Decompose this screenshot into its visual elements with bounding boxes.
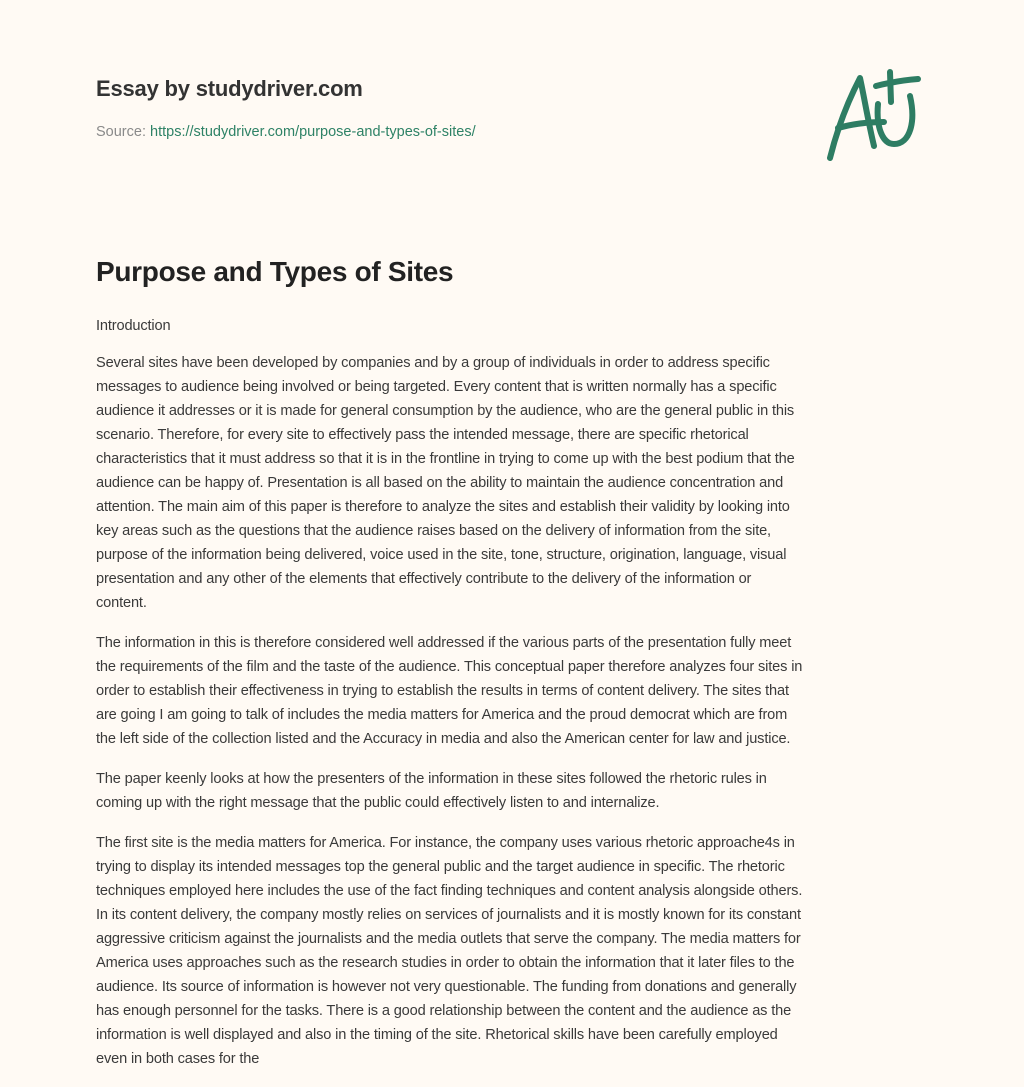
paragraph-line: information is well displayed and also in the timing of the site. Rhetorical skills have been carefully employed <box>96 1027 778 1043</box>
article-title: Purpose and Types of Sites <box>96 256 454 287</box>
paragraph-line: techniques employed here includes the use of the fact finding techniques and content analysis alongside others. <box>96 883 803 899</box>
paragraph <box>96 631 936 751</box>
source-link[interactable]: https://studydriver.com/purpose-and-types-of-sites/ <box>150 124 476 140</box>
paragraph-line: Several sites have been developed by companies and by a group of individuals in order to address specific <box>96 355 770 371</box>
paragraph-line: the left side of the collection listed and the Accuracy in media and also the American center for law and justice. <box>96 731 791 747</box>
paragraph-line: the requirements of the film and the taste of the audience. This conceptual paper therefore analyzes four sites in <box>96 659 803 675</box>
paragraph-line: coming up with the right message that the public could effectively listen to and internalize. <box>96 795 660 811</box>
paragraph-line: scenario. Therefore, for every site to effectively pass the intended message, there are specific rhetorical <box>96 427 749 443</box>
paragraph-line: The paper keenly looks at how the presenters of the information in these sites followed the rhetoric rules in <box>96 771 767 787</box>
a-plus-logo-icon <box>818 66 928 166</box>
paragraph-line: purpose of the information being delivered, voice used in the site, tone, structure, origination, language, visual <box>96 547 787 563</box>
paragraph-line: messages to audience being involved or being targeted. Every content that is written normally has a specific <box>96 379 777 395</box>
paragraph-line: key areas such as the questions that the audience raises based on the delivery of information from the site, <box>96 523 771 539</box>
paragraph-line: audience can be happy of. Presentation is all based on the ability to maintain the audience concentration and <box>96 475 784 491</box>
paragraph-line: even in both cases for the <box>96 1051 260 1067</box>
paragraph-line: characteristics that it must address so that it is in the frontline in trying to come up with the best podium that the <box>96 451 795 467</box>
paragraph-line: trying to display its intended messages top the general public and the target audience in specific. The rhetoric <box>96 859 785 875</box>
paragraph-line: presentation and any other of the elements that effectively contribute to the delivery of the information or <box>96 571 752 587</box>
intro-label: Introduction <box>96 318 171 334</box>
source-line <box>96 124 476 140</box>
paragraph-line: In its content delivery, the company mostly relies on services of journalists and it is mostly known for its constant <box>96 907 801 923</box>
paragraph <box>96 831 936 1071</box>
paragraph-line: audience. Its source of information is however not very questionable. The funding from donations and generally <box>96 979 797 995</box>
site-title: Essay by studydriver.com <box>96 76 363 101</box>
paragraph <box>96 351 936 615</box>
paragraph-line: are going I am going to talk of includes the media matters for America and the proud democrat which are from <box>96 707 788 723</box>
paragraph-line: The first site is the media matters for America. For instance, the company uses various rhetoric approache4s in <box>96 835 795 851</box>
source-label: Source: <box>96 124 146 140</box>
paragraph-line: The information in this is therefore considered well addressed if the various parts of the presentation fully meet <box>96 635 792 651</box>
paragraph-line: audience it addresses or it is made for general consumption by the audience, who are the general public in this <box>96 403 795 419</box>
paragraph-line: America uses approaches such as the research studies in order to obtain the information that it later files to the <box>96 955 795 971</box>
article-body <box>96 314 936 1087</box>
paragraph-line: content. <box>96 595 147 611</box>
paragraph-line: order to establish their effectiveness in trying to establish the results in terms of content delivery. The sites that <box>96 683 789 699</box>
paragraph-line: aggressive criticism against the journalists and the media outlets that serve the company. The media matters for <box>96 931 801 947</box>
paragraph-line: attention. The main aim of this paper is therefore to analyze the sites and establish their validity by looking into <box>96 499 790 515</box>
paragraph-line: has enough personnel for the tasks. There is a good relationship between the content and the audience as the <box>96 1003 792 1019</box>
paragraph <box>96 767 936 815</box>
